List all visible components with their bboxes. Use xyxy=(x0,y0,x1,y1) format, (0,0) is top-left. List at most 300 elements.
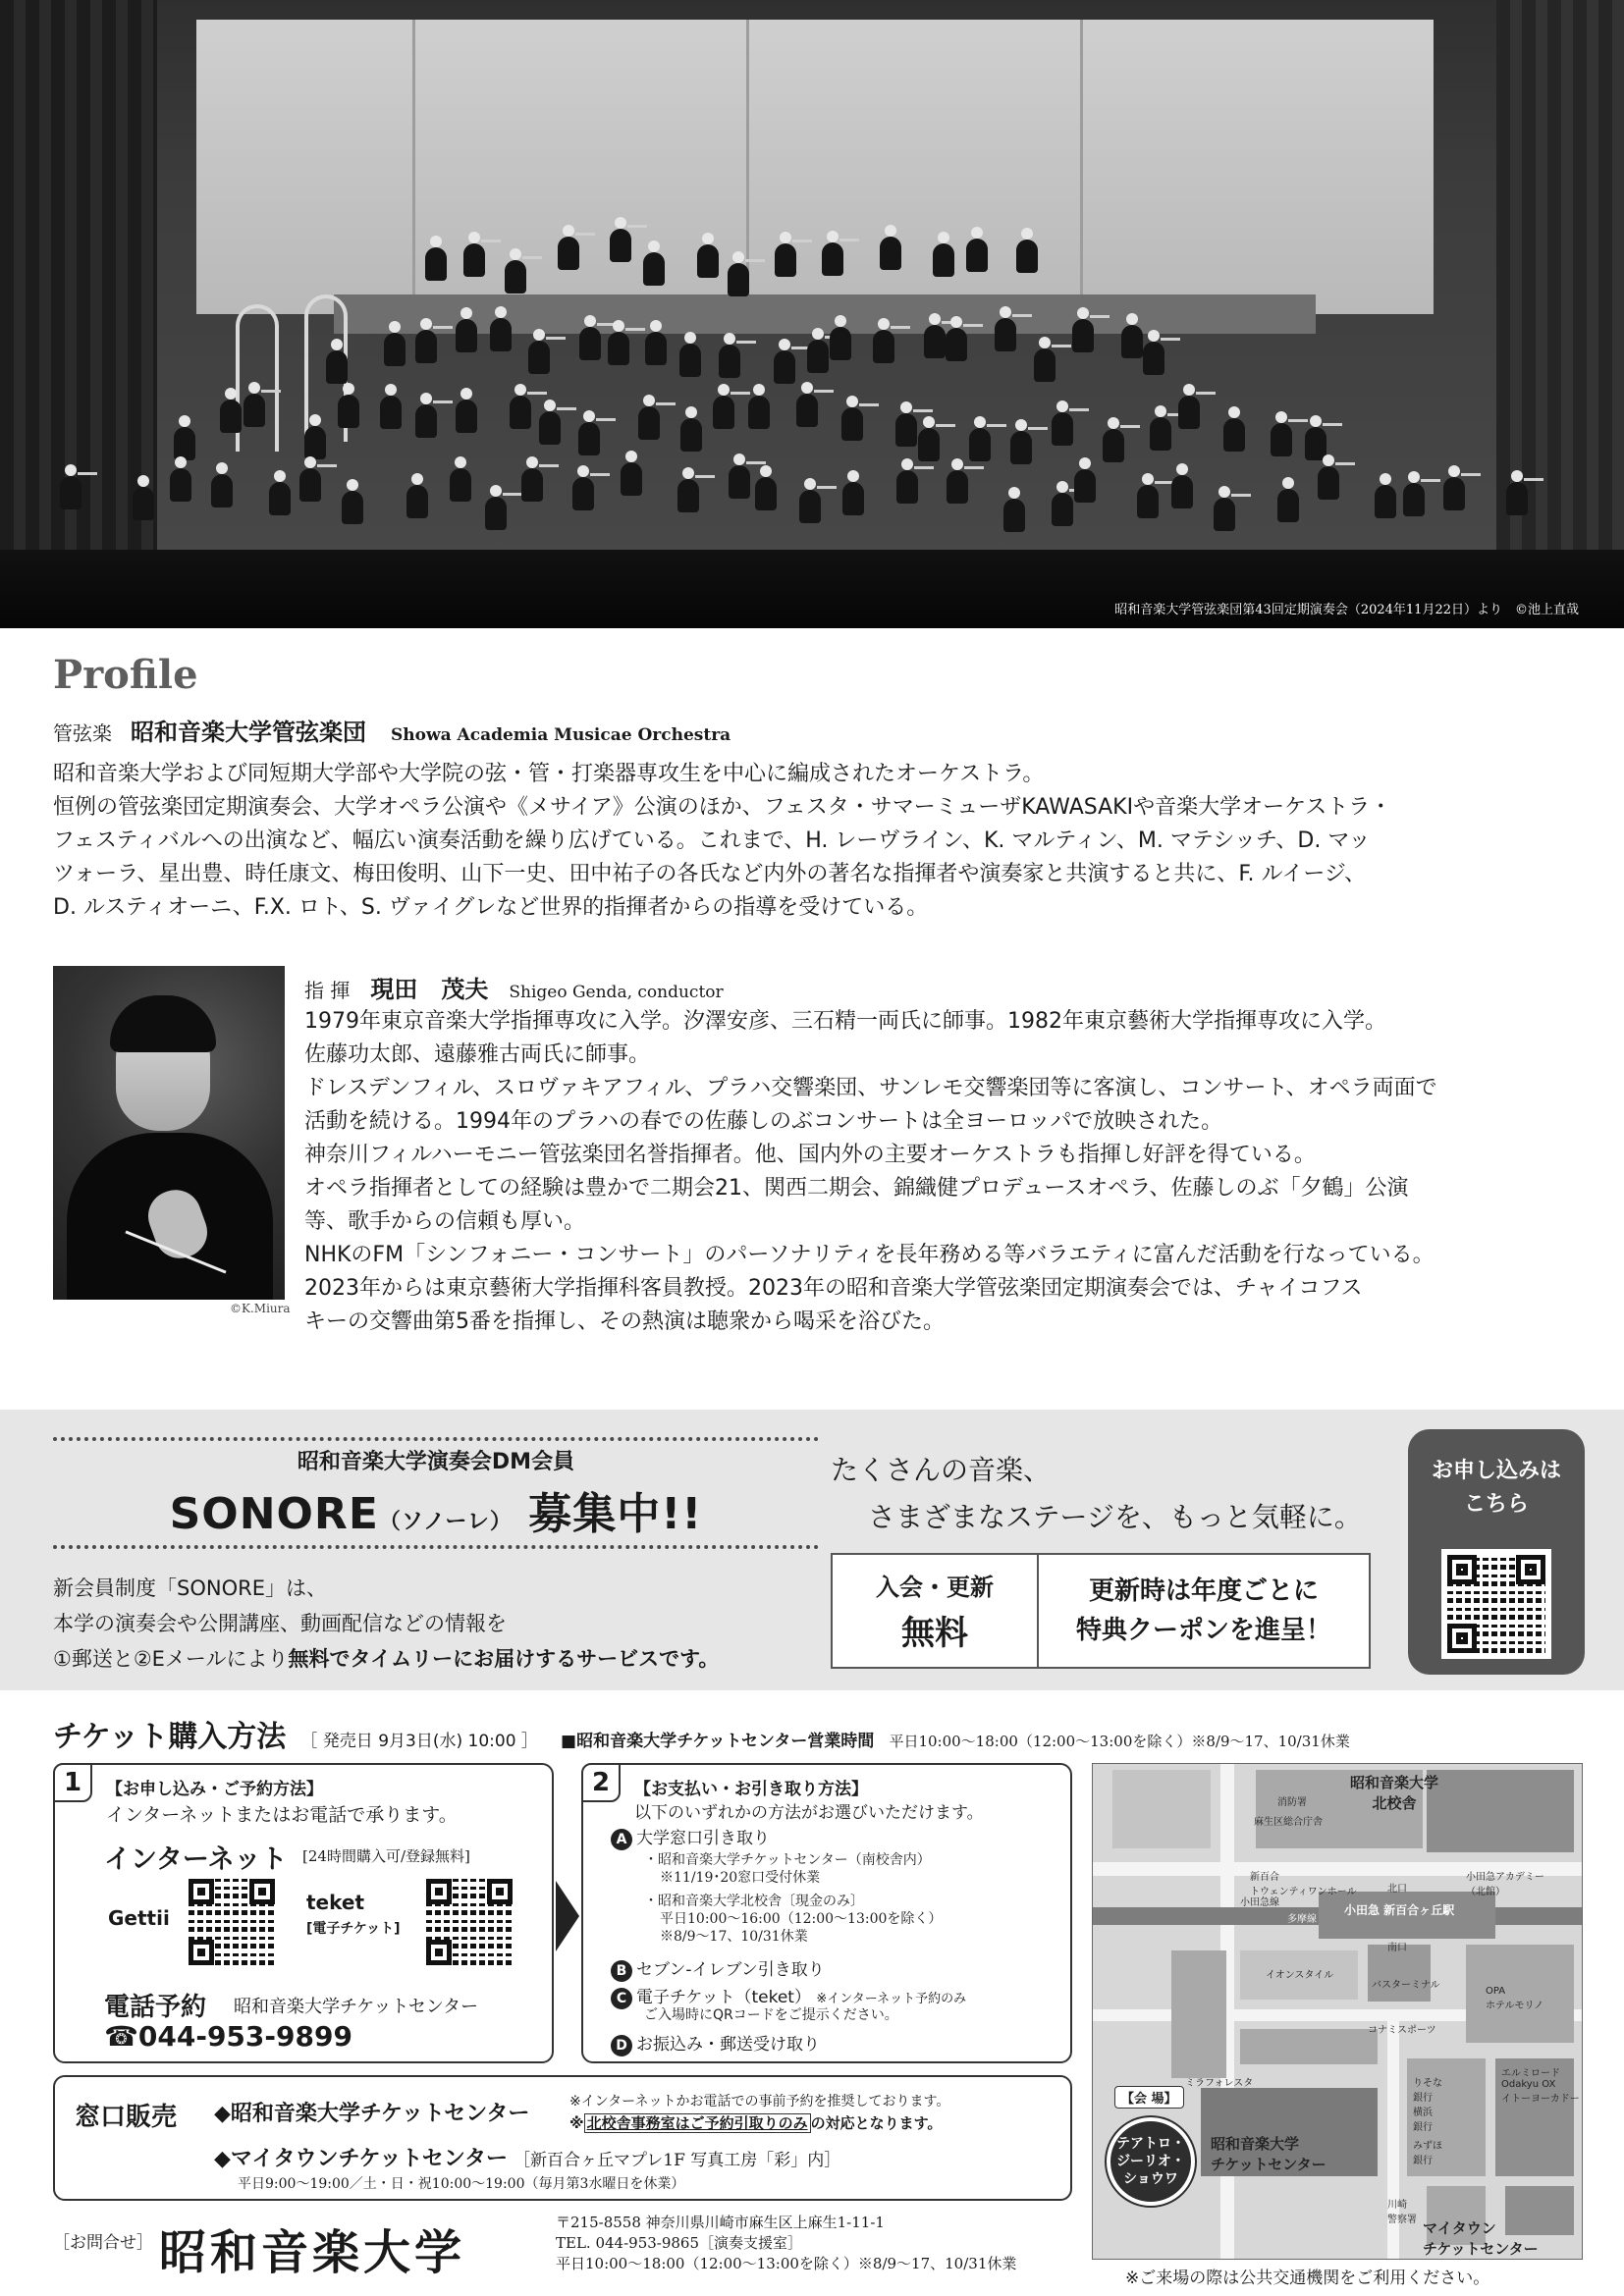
musician-silhouette xyxy=(1003,499,1025,532)
option-d-label: お振込み・郵送受け取り xyxy=(636,2035,820,2055)
counter-row: ◆昭和音楽大学チケットセンター xyxy=(214,2102,530,2126)
conductor-label: 指 揮 xyxy=(304,979,351,1002)
gettii-qr-code[interactable] xyxy=(189,1879,275,1965)
music-stand xyxy=(1161,338,1180,341)
musician-silhouette xyxy=(719,345,740,378)
map-label: 多摩線 xyxy=(1287,1914,1317,1925)
musician-silhouette xyxy=(304,426,326,459)
option-d-mark: D xyxy=(611,2035,632,2056)
apply-line: お申し込みは xyxy=(1431,1459,1561,1483)
option-a xyxy=(611,1824,770,1850)
map-label: 川崎 警察署 xyxy=(1387,2200,1417,2225)
musician-silhouette xyxy=(995,318,1016,351)
music-stand xyxy=(590,473,610,476)
musician-silhouette xyxy=(729,465,750,499)
musician-silhouette xyxy=(1318,466,1339,500)
musician-silhouette xyxy=(1277,489,1299,522)
map-north-campus: 昭和音楽大学 北校舎 xyxy=(1350,1774,1439,1812)
musician-silhouette xyxy=(679,344,701,377)
sonore-title xyxy=(53,1478,819,1541)
musician-silhouette xyxy=(539,411,561,445)
venue-tag: 【会 場】 xyxy=(1114,2086,1184,2109)
music-stand xyxy=(522,256,542,259)
sonore-title-main: SONORE xyxy=(169,1489,379,1539)
musician-silhouette xyxy=(918,428,940,461)
musician-silhouette xyxy=(578,422,600,455)
musician-silhouette xyxy=(558,237,579,270)
musician-silhouette xyxy=(174,427,195,460)
musician-silhouette xyxy=(677,479,699,512)
ensemble-bio xyxy=(53,758,1585,925)
musician-silhouette xyxy=(1034,348,1056,382)
map-label: エルミロード Odakyu OX イトーヨーカドー xyxy=(1501,2068,1580,2105)
music-stand xyxy=(433,326,453,329)
map-note: ※ご来場の際は公共交通機関をご利用ください。 xyxy=(1125,2269,1490,2288)
apply-panel[interactable] xyxy=(1408,1429,1585,1675)
music-stand xyxy=(963,324,983,327)
music-stand xyxy=(1421,479,1440,482)
music-stand xyxy=(914,466,934,469)
musician-silhouette xyxy=(924,325,946,358)
contact-address xyxy=(556,2213,1016,2274)
note-pre: ※ xyxy=(569,2114,584,2132)
musician-silhouette xyxy=(621,462,642,496)
option-c-detail: ご入場時にQRコードをご提示ください。 xyxy=(644,2007,898,2023)
option-a-detail: ・昭和音楽大学北校舎〔現金のみ〕 xyxy=(644,1894,864,1909)
music-stand xyxy=(817,486,837,489)
venue-name: テアトロ・ ジーリオ・ ショウワ xyxy=(1116,2136,1185,2187)
musician-silhouette xyxy=(608,332,629,365)
musician-silhouette xyxy=(748,396,770,429)
option-c-label: 電子チケット（teket） xyxy=(636,1988,811,2007)
musician-silhouette xyxy=(490,318,512,351)
option-a-detail: 平日10:00〜16:00（12:00〜13:00を除く） xyxy=(660,1911,943,1927)
ensemble-name: 昭和音楽大学管弦楽団 xyxy=(131,719,366,746)
stage-shell xyxy=(196,20,1434,314)
musician-silhouette xyxy=(406,485,428,518)
musician-silhouette xyxy=(933,243,954,277)
musician-silhouette xyxy=(947,470,968,504)
music-stand xyxy=(731,392,750,395)
musician-silhouette xyxy=(796,394,818,427)
step2-sub: 以下のいずれかの方法がお選びいただけます。 xyxy=(634,1803,984,1823)
block xyxy=(1112,1770,1211,1848)
desc-line xyxy=(53,1641,719,1677)
address-line: 〒215-8558 神奈川県川崎市麻生区上麻生1-11-1 xyxy=(556,2214,885,2231)
sonore-tagline: たくさんの音楽、 xyxy=(831,1454,1052,1486)
musician-silhouette xyxy=(133,487,154,520)
counter-row-sub: ［新百合ヶ丘マプレ1F 写真工房「彩」内］ xyxy=(513,2151,841,2170)
map-label: イオンスタイル xyxy=(1266,1970,1334,1981)
musician-silhouette xyxy=(755,477,777,510)
apply-qr-code[interactable] xyxy=(1441,1549,1551,1659)
musician-silhouette xyxy=(638,406,660,440)
music-stand xyxy=(814,390,834,393)
note-highlight: 北校舎事務室はご予約引取りのみ xyxy=(584,2113,811,2133)
conductor-title xyxy=(304,970,724,1004)
sonore-benefit-box xyxy=(831,1553,1371,1669)
shell-panel xyxy=(412,20,415,314)
option-b-label: セブン-イレブン引き取り xyxy=(636,1960,825,1980)
music-stand xyxy=(1524,478,1543,481)
musician-silhouette xyxy=(1052,412,1073,446)
ensemble-title xyxy=(53,713,731,747)
conductor-name-en: Shigeo Genda, conductor xyxy=(509,983,724,1002)
step-number: 1 xyxy=(53,1763,92,1802)
map-label: ミラフォレスタ xyxy=(1185,2078,1254,2089)
musician-silhouette xyxy=(830,327,851,360)
bio-line: NHKのFM「シンフォニー・コンサート」のパーソナリティを長年務める等バラエティに富んだ活動を行なっている。 xyxy=(304,1243,1435,1267)
musician-silhouette xyxy=(896,470,918,504)
conductor-name: 現田 茂夫 xyxy=(370,976,489,1003)
musician-silhouette xyxy=(1403,483,1425,516)
address-line: TEL. 044-953-9865［演奏支援室］ xyxy=(556,2234,803,2252)
musician-silhouette xyxy=(456,400,477,433)
music-stand xyxy=(1231,494,1251,497)
musician-silhouette xyxy=(841,407,863,441)
contact-label: ［お問合せ］ xyxy=(53,2233,153,2253)
musician-silhouette xyxy=(485,497,507,530)
apply-line: こちら xyxy=(1463,1492,1529,1517)
musician-silhouette xyxy=(463,243,485,277)
teket-sub: [電子チケット] xyxy=(306,1921,401,1937)
music-stand xyxy=(792,240,812,242)
fee-cell xyxy=(833,1555,1039,1667)
music-stand xyxy=(433,400,453,403)
map-station: 小田急 新百合ヶ丘駅 xyxy=(1344,1903,1455,1917)
music-stand xyxy=(746,461,766,464)
harp xyxy=(236,304,279,452)
bio-line: キーの交響曲第5番を指揮し、その熱演は聴衆から喝采を浴びた。 xyxy=(304,1309,945,1334)
musician-silhouette xyxy=(1072,319,1094,352)
dotted-rule xyxy=(53,1437,819,1441)
ticket-header xyxy=(53,1712,1350,1755)
music-stand xyxy=(1028,427,1048,430)
musician-silhouette xyxy=(946,328,967,361)
map-label: バスターミナル xyxy=(1372,1980,1440,1991)
musician-silhouette xyxy=(415,404,437,438)
musician-silhouette xyxy=(326,350,348,384)
counter-label: 窓口販売 xyxy=(75,2103,178,2132)
musician-silhouette xyxy=(643,252,665,286)
sonore-title-tail: 募集中!! xyxy=(528,1489,703,1539)
musician-silhouette xyxy=(1143,342,1164,375)
sonore-banner xyxy=(0,1410,1624,1690)
music-stand xyxy=(481,240,501,242)
arrow-right-icon xyxy=(556,1881,579,1951)
map-label: 横浜 銀行 xyxy=(1413,2108,1433,2133)
musician-silhouette xyxy=(60,476,81,509)
musician-silhouette xyxy=(697,244,719,278)
musician-silhouette xyxy=(645,332,667,365)
option-c-mark: C xyxy=(611,1988,632,2009)
desc-line: 新会員制度「SONORE」は、 xyxy=(53,1576,327,1600)
ticket-heading: チケット購入方法 xyxy=(53,1720,287,1754)
musician-silhouette xyxy=(1178,396,1200,429)
music-stand xyxy=(1461,473,1481,476)
option-a-label: 大学窓口引き取り xyxy=(636,1829,770,1848)
option-a-detail: ※11/19･20窓口受付休業 xyxy=(660,1870,821,1886)
fee-label: 入会・更新 xyxy=(876,1574,994,1601)
access-map xyxy=(1092,1763,1583,2260)
bio-line: 2023年からは東京藝術大学指揮科客員教授。2023年の昭和音楽大学管弦楽団定期演奏会では、チャイコフス xyxy=(304,1276,1363,1301)
address-line: 平日10:00〜18:00（12:00〜13:00を除く）※8/9〜17、10/31休業 xyxy=(556,2255,1017,2272)
musician-silhouette xyxy=(1214,498,1235,531)
bio-line: オペラ指揮者としての経験は豊かで二期会21、関西二期会、錦織健プロデュースオペラ、佐藤しのぶ「夕鶴」公演 xyxy=(304,1176,1409,1201)
musician-silhouette xyxy=(842,482,864,515)
music-stand xyxy=(839,239,859,241)
step-number: 2 xyxy=(581,1763,621,1802)
musician-silhouette xyxy=(505,260,526,294)
phone-heading: 電話予約 xyxy=(104,1993,207,2022)
musician-silhouette xyxy=(1171,475,1193,508)
music-stand xyxy=(78,472,97,475)
sale-date: ［ 発売日 9月3日(水) 10:00 ］ xyxy=(300,1732,538,1751)
map-label: コナミスポーツ xyxy=(1368,2025,1436,2036)
bio-line: フェスティバルへの出演など、幅広い演奏活動を繰り広げている。これまで、H. レーヴライン、K. マルティン、M. マテシッチ、D. マッ xyxy=(53,828,1371,853)
musician-silhouette xyxy=(299,468,321,502)
internet-heading: インターネット xyxy=(104,1844,288,1875)
musician-silhouette xyxy=(969,428,991,461)
stage-riser xyxy=(334,294,1316,334)
map-label: りそな 銀行 xyxy=(1413,2078,1442,2104)
photo-credit: ©K.Miura xyxy=(230,1302,291,1315)
music-stand xyxy=(557,407,576,410)
map-ticket-center: 昭和音楽大学 チケットセンター xyxy=(1211,2135,1326,2173)
desc-pre: ①郵送と②Eメールにより xyxy=(53,1647,289,1671)
option-a-detail: ・昭和音楽大学チケットセンター（南校舎内） xyxy=(644,1852,931,1868)
fee-value: 無料 xyxy=(901,1614,968,1653)
music-stand xyxy=(936,424,955,427)
musician-silhouette xyxy=(415,330,437,363)
option-c xyxy=(611,1983,966,2009)
musician-silhouette xyxy=(1010,431,1032,464)
musician-silhouette xyxy=(211,474,233,507)
venue-marker xyxy=(1107,2117,1195,2206)
teket-qr-code[interactable] xyxy=(426,1879,513,1965)
apply-label xyxy=(1408,1455,1585,1522)
musician-silhouette xyxy=(610,229,631,262)
photo-hair xyxy=(110,995,216,1052)
musician-silhouette xyxy=(338,395,359,428)
musician-silhouette xyxy=(1121,325,1143,358)
counter-note xyxy=(569,2112,942,2133)
map-label: みずほ 銀行 xyxy=(1413,2141,1442,2166)
musician-silhouette xyxy=(1223,418,1245,452)
musician-silhouette xyxy=(966,239,988,272)
musician-silhouette xyxy=(822,242,843,276)
musician-silhouette xyxy=(713,396,734,429)
musician-silhouette xyxy=(450,468,471,502)
internet-note: [24時間購入可/登録無料] xyxy=(302,1847,470,1865)
step1-title: 【お申し込み・ご予約方法】 xyxy=(106,1780,323,1799)
note-post: の対応となります。 xyxy=(810,2114,943,2132)
step2-box xyxy=(581,1763,1072,2063)
orchestra-photo xyxy=(0,0,1624,628)
sonore-description xyxy=(53,1571,719,1677)
musician-silhouette xyxy=(572,477,594,510)
sonore-subtitle: 昭和音楽大学演奏会DM会員 xyxy=(297,1450,575,1474)
music-stand xyxy=(503,493,522,496)
bio-line: 1979年東京音楽大学指揮専攻に入学。汐澤安彦、三石精一両氏に師事。1982年東京藝術大学指揮専攻に入学。 xyxy=(304,1009,1386,1034)
musician-silhouette xyxy=(1074,469,1096,503)
qr-pattern xyxy=(1447,1555,1545,1653)
map-label: 麻生区総合庁舎 xyxy=(1254,1817,1323,1828)
curtain-right xyxy=(1496,0,1624,628)
qr-pattern xyxy=(426,1879,513,1965)
music-stand xyxy=(656,402,676,405)
musician-silhouette xyxy=(799,490,821,523)
music-stand xyxy=(695,475,715,478)
counter-note: ※インターネットかお電話での事前予約を推奨しております。 xyxy=(569,2094,950,2109)
phone-number[interactable]: ☎044-953-9899 xyxy=(104,2020,352,2053)
musician-silhouette xyxy=(579,327,601,360)
music-stand xyxy=(745,259,765,262)
counter-sales-box xyxy=(53,2075,1072,2201)
music-stand xyxy=(1323,423,1342,426)
music-stand xyxy=(1120,425,1140,428)
music-stand xyxy=(546,337,566,340)
musician-silhouette xyxy=(1375,485,1396,518)
music-stand xyxy=(261,390,281,393)
music-stand xyxy=(891,326,910,329)
musician-silhouette xyxy=(774,350,795,384)
renew-line: 特典クーポンを進呈！ xyxy=(1075,1616,1331,1645)
music-stand xyxy=(1196,392,1216,395)
musician-silhouette xyxy=(342,491,363,524)
music-stand xyxy=(1069,408,1089,411)
ticket-center-hours: 平日10:00〜18:00（12:00〜13:00を除く）※8/9〜17、10/31休業 xyxy=(889,1733,1350,1750)
renew-cell xyxy=(1039,1555,1369,1667)
musician-silhouette xyxy=(1052,493,1073,526)
musician-silhouette xyxy=(528,341,550,374)
musician-silhouette xyxy=(380,396,402,429)
block xyxy=(1171,1950,1226,2078)
map-label: OPA ホテルモリノ xyxy=(1486,1986,1544,2011)
step1-sub: インターネットまたはお電話で承ります。 xyxy=(106,1804,458,1826)
desc-bold: 無料でタイムリーにお届けするサービスです。 xyxy=(288,1647,720,1671)
music-stand xyxy=(1090,315,1110,318)
bio-line: 等、歌手からの信頼も厚い。 xyxy=(304,1209,586,1234)
teket-label: teket xyxy=(306,1891,365,1914)
musician-silhouette xyxy=(425,247,447,281)
music-stand xyxy=(527,392,547,395)
music-stand xyxy=(596,418,616,421)
option-a-mark: A xyxy=(611,1829,632,1850)
musician-silhouette xyxy=(680,418,702,452)
bio-line: 恒例の管弦楽団定期演奏会、大学オペラ公演や《メサイア》公演のほか、フェスタ・サマーミューザKAWASAKIや音楽大学オーケストラ・ xyxy=(53,795,1392,820)
musician-silhouette xyxy=(220,400,242,433)
bio-line: ツォーラ、星出豊、時任康文、梅田俊明、山下一史、田中祐子の各氏など内外の著名な指揮者や演奏家と共演すると共に、F. ルイージ、 xyxy=(53,862,1367,886)
block xyxy=(1240,2029,1378,2064)
gettii-label: Gettii xyxy=(108,1906,170,1930)
option-a-detail: ※8/9〜17、10/31休業 xyxy=(660,1929,808,1945)
musician-silhouette xyxy=(384,333,406,366)
music-stand xyxy=(736,341,756,344)
conductor-photo xyxy=(53,966,285,1300)
shell-panel xyxy=(1080,20,1083,314)
musician-silhouette xyxy=(1271,423,1292,456)
musician-silhouette xyxy=(1443,477,1465,510)
profile-heading: Profile xyxy=(53,652,198,698)
qr-pattern xyxy=(189,1879,275,1965)
musician-silhouette xyxy=(880,237,901,270)
music-stand xyxy=(964,466,984,469)
map-label: 小田急アカデミー （北館） xyxy=(1466,1872,1544,1897)
dotted-rule xyxy=(53,1545,819,1549)
option-b-mark: B xyxy=(611,1960,632,1982)
musician-silhouette xyxy=(456,319,477,352)
map-label: 小田急線 xyxy=(1240,1897,1279,1908)
counter-row-label: ◆マイタウンチケットセンター xyxy=(214,2147,508,2171)
bio-line: 活動を続ける。1994年のプラハの春での佐藤しのぶコンサートは全ヨーロッパで放映された。 xyxy=(304,1109,1223,1134)
music-stand xyxy=(317,464,337,467)
music-stand xyxy=(1288,419,1308,422)
map-label: 消防署 xyxy=(1277,1797,1307,1808)
ensemble-name-en: Showa Academia Musicae Orchestra xyxy=(391,725,731,745)
option-b xyxy=(611,1955,825,1982)
desc-line: 本学の演奏会や公開講座、動画配信などの情報を xyxy=(53,1612,507,1635)
music-stand xyxy=(1012,314,1032,317)
ticket-center-label: ■昭和音楽大学チケットセンター営業時間 xyxy=(561,1732,875,1751)
bio-line: 神奈川フィルハーモニー管弦楽団名誉指揮者。他、国内外の主要オーケストラも指揮し好評を得ている。 xyxy=(304,1143,1316,1167)
musician-silhouette xyxy=(244,394,265,427)
musician-silhouette xyxy=(728,263,749,296)
map-mytown: マイタウン チケットセンター xyxy=(1423,2219,1539,2258)
music-stand xyxy=(627,225,647,228)
music-stand xyxy=(1335,462,1355,465)
musician-silhouette xyxy=(1150,417,1171,451)
option-d xyxy=(611,2030,820,2056)
sonore-title-kana: （ソノーレ） xyxy=(378,1510,513,1534)
bio-line: ドレスデンフィル、スロヴァキアフィル、プラハ交響楽団、サンレモ交響楽団等に客演し、コンサート、オペラ両面で xyxy=(304,1076,1437,1100)
music-stand xyxy=(625,328,645,331)
bio-line: 佐藤功太郎、遠藤雅古両氏に師事。 xyxy=(304,1042,651,1067)
musician-silhouette xyxy=(775,243,796,277)
map-south-exit: 南口 xyxy=(1387,1943,1407,1953)
musician-silhouette xyxy=(1506,482,1528,515)
music-stand xyxy=(539,464,559,467)
music-stand xyxy=(913,409,933,412)
photo-caption: 昭和音楽大学管弦楽団第43回定期演奏会（2024年11月22日）より ©池上直哉 xyxy=(1114,603,1579,617)
musician-silhouette xyxy=(170,468,191,502)
music-stand xyxy=(859,403,879,406)
musician-silhouette xyxy=(269,482,291,515)
bio-line: 昭和音楽大学および同短期大学部や大学院の弦・管・打楽器専攻生を中心に編成されたオーケストラ。 xyxy=(53,762,1045,786)
map-label: 新百合 トウェンティワンホール xyxy=(1250,1872,1357,1897)
conductor-bio xyxy=(304,1005,1591,1339)
musician-silhouette xyxy=(1016,240,1038,273)
musician-silhouette xyxy=(1103,429,1124,462)
north-campus-block xyxy=(1427,1770,1574,1852)
music-stand xyxy=(575,233,595,236)
curtain-left xyxy=(0,0,157,628)
option-c-note: ※インターネット予約のみ xyxy=(816,1992,967,2006)
sonore-tagline: さまざまなステージを、もっと気軽に。 xyxy=(868,1501,1362,1533)
map-north-exit: 北口 xyxy=(1387,1884,1407,1895)
music-stand xyxy=(987,424,1006,427)
university-logo: 昭和音楽大学 xyxy=(159,2225,466,2280)
musician-silhouette xyxy=(521,468,543,502)
counter-row xyxy=(214,2142,840,2172)
musician-silhouette xyxy=(1305,427,1326,460)
musician-silhouette xyxy=(510,396,531,429)
musician-silhouette xyxy=(807,340,829,373)
step1-box xyxy=(53,1763,554,2063)
musician-silhouette xyxy=(895,413,917,447)
step2-title: 【お支払い・お引き取り方法】 xyxy=(634,1780,868,1799)
ensemble-label: 管弦楽 xyxy=(53,721,112,745)
